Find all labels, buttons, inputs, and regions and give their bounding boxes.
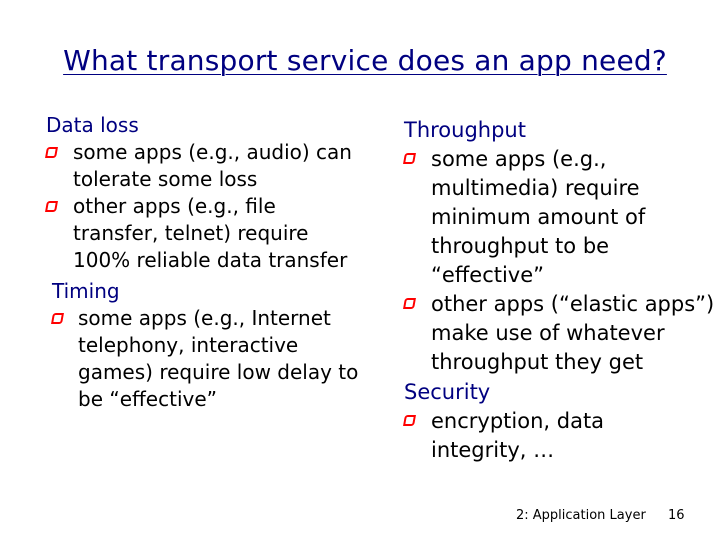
bullet-text: encryption, data integrity, … [431, 409, 605, 462]
data-loss-list [46, 139, 386, 274]
footer-chapter: 2: Application Layer [516, 508, 646, 523]
page-number: 16 [668, 508, 685, 523]
timing-list [46, 305, 386, 413]
list-item [46, 193, 363, 274]
throughput-heading: Throughput [404, 118, 526, 142]
timing-heading: Timing [52, 279, 120, 303]
slide-title: What transport service does an app need? [63, 44, 667, 77]
bullet-text: some apps (e.g., Internet telephony, interactive games) require low delay to be “effective” [78, 306, 359, 411]
bullet-icon [403, 153, 416, 164]
left-column [46, 112, 386, 413]
throughput-list [404, 145, 714, 377]
security-list [404, 407, 714, 465]
bullet-text: other apps (“elastic apps”) make use of whatever throughput they get [431, 292, 715, 374]
security-heading: Security [404, 380, 491, 404]
bullet-icon [51, 313, 64, 324]
bullet-icon [403, 415, 416, 426]
list-item [46, 305, 378, 413]
data-loss-heading: Data loss [46, 113, 139, 137]
bullet-icon [45, 147, 58, 158]
bullet-icon [45, 201, 58, 212]
list-item [404, 290, 720, 377]
right-column [404, 115, 714, 465]
bullet-text: other apps (e.g., file transfer, telnet) require 100% reliable data transfer [73, 194, 348, 272]
list-item [46, 139, 385, 193]
bullet-text: some apps (e.g., multimedia) require minimum amount of throughput to be “effective” [431, 147, 646, 287]
bullet-icon [403, 298, 416, 309]
list-item [404, 407, 659, 465]
bullet-text: some apps (e.g., audio) can tolerate some loss [73, 140, 352, 191]
list-item [404, 145, 679, 290]
